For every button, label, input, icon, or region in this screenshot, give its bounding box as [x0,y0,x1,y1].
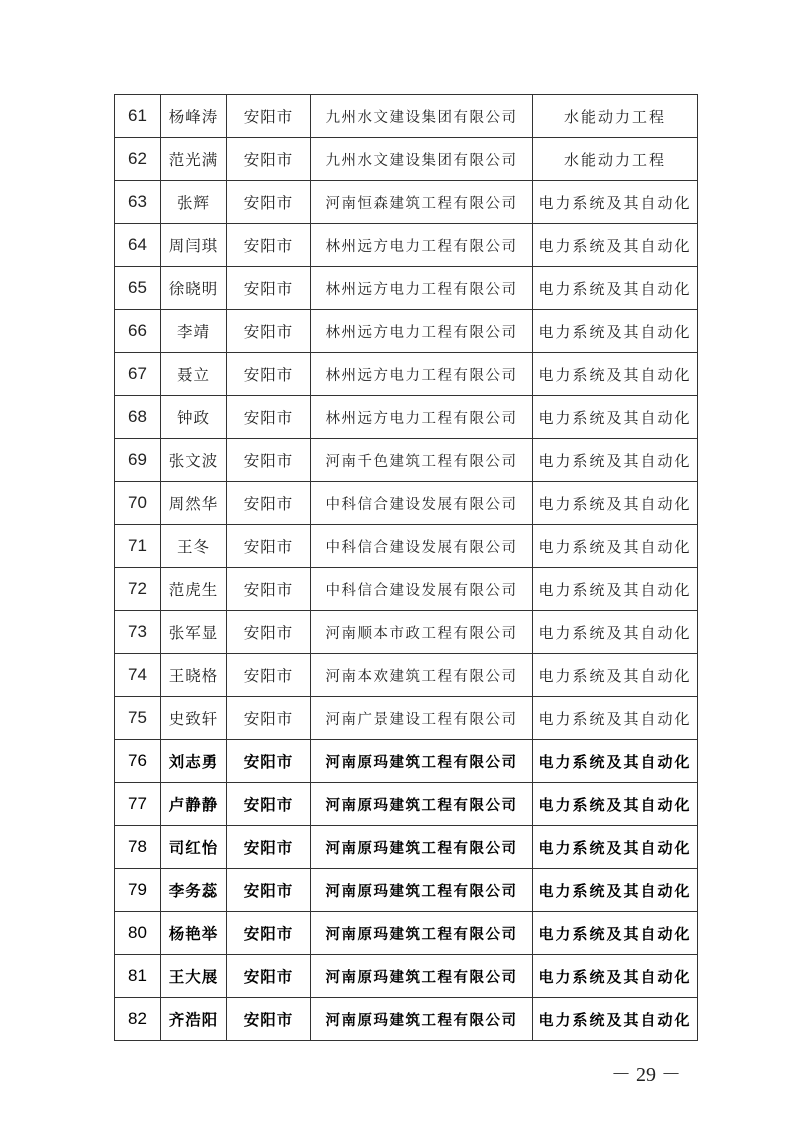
person-name-cell: 周闫琪 [161,224,227,267]
city-cell: 安阳市 [227,224,311,267]
row-number-cell: 74 [115,654,161,697]
person-name-cell: 司红怡 [161,826,227,869]
row-number-cell: 70 [115,482,161,525]
company-cell: 林州远方电力工程有限公司 [311,310,533,353]
row-number-cell: 68 [115,396,161,439]
table-row [115,224,698,267]
city-cell: 安阳市 [227,654,311,697]
major-cell: 电力系统及其自动化 [533,310,698,353]
company-cell: 河南原玛建筑工程有限公司 [311,869,533,912]
company-cell: 河南千色建筑工程有限公司 [311,439,533,482]
row-number-cell: 65 [115,267,161,310]
row-number-cell: 80 [115,912,161,955]
company-cell: 河南广景建设工程有限公司 [311,697,533,740]
company-cell: 中科信合建设发展有限公司 [311,525,533,568]
row-number-cell: 67 [115,353,161,396]
row-number-cell: 61 [115,95,161,138]
major-cell: 电力系统及其自动化 [533,697,698,740]
major-cell: 电力系统及其自动化 [533,396,698,439]
person-name-cell: 范光满 [161,138,227,181]
major-cell: 水能动力工程 [533,138,698,181]
table-row [115,439,698,482]
company-cell: 中科信合建设发展有限公司 [311,482,533,525]
city-cell: 安阳市 [227,955,311,998]
company-cell: 林州远方电力工程有限公司 [311,224,533,267]
company-cell: 林州远方电力工程有限公司 [311,267,533,310]
major-cell: 电力系统及其自动化 [533,826,698,869]
city-cell: 安阳市 [227,396,311,439]
table-row [115,697,698,740]
table-row [115,740,698,783]
row-number-cell: 82 [115,998,161,1041]
row-number-cell: 64 [115,224,161,267]
major-cell: 水能动力工程 [533,95,698,138]
city-cell: 安阳市 [227,267,311,310]
table-row [115,869,698,912]
company-cell: 林州远方电力工程有限公司 [311,396,533,439]
person-name-cell: 卢静静 [161,783,227,826]
table-row [115,611,698,654]
city-cell: 安阳市 [227,95,311,138]
person-name-cell: 周然华 [161,482,227,525]
table-row [115,912,698,955]
table-row [115,783,698,826]
row-number-cell: 73 [115,611,161,654]
table-row [115,482,698,525]
table-row [115,310,698,353]
person-name-cell: 杨艳举 [161,912,227,955]
row-number-cell: 66 [115,310,161,353]
major-cell: 电力系统及其自动化 [533,439,698,482]
major-cell: 电力系统及其自动化 [533,568,698,611]
city-cell: 安阳市 [227,826,311,869]
person-name-cell: 齐浩阳 [161,998,227,1041]
person-name-cell: 张军显 [161,611,227,654]
person-name-cell: 王晓格 [161,654,227,697]
page-number: － 29 － [611,1064,681,1086]
company-cell: 九州水文建设集团有限公司 [311,95,533,138]
major-cell: 电力系统及其自动化 [533,482,698,525]
person-name-cell: 李靖 [161,310,227,353]
company-cell: 河南本欢建筑工程有限公司 [311,654,533,697]
major-cell: 电力系统及其自动化 [533,654,698,697]
row-number-cell: 77 [115,783,161,826]
company-cell: 河南恒森建筑工程有限公司 [311,181,533,224]
major-cell: 电力系统及其自动化 [533,267,698,310]
major-cell: 电力系统及其自动化 [533,181,698,224]
table-row [115,955,698,998]
city-cell: 安阳市 [227,310,311,353]
table-row [115,568,698,611]
table-row [115,138,698,181]
table-row [115,998,698,1041]
person-name-cell: 王冬 [161,525,227,568]
person-name-cell: 张辉 [161,181,227,224]
person-name-cell: 刘志勇 [161,740,227,783]
major-cell: 电力系统及其自动化 [533,611,698,654]
city-cell: 安阳市 [227,439,311,482]
company-cell: 河南原玛建筑工程有限公司 [311,783,533,826]
city-cell: 安阳市 [227,697,311,740]
table-row [115,396,698,439]
company-cell: 林州远方电力工程有限公司 [311,353,533,396]
row-number-cell: 63 [115,181,161,224]
table-row [115,95,698,138]
person-name-cell: 徐晓明 [161,267,227,310]
person-name-cell: 史致轩 [161,697,227,740]
table-row [115,353,698,396]
row-number-cell: 71 [115,525,161,568]
city-cell: 安阳市 [227,783,311,826]
company-cell: 河南原玛建筑工程有限公司 [311,998,533,1041]
roster-body [115,95,698,1041]
major-cell: 电力系统及其自动化 [533,912,698,955]
city-cell: 安阳市 [227,740,311,783]
row-number-cell: 72 [115,568,161,611]
major-cell: 电力系统及其自动化 [533,525,698,568]
row-number-cell: 69 [115,439,161,482]
person-name-cell: 杨峰涛 [161,95,227,138]
city-cell: 安阳市 [227,912,311,955]
company-cell: 中科信合建设发展有限公司 [311,568,533,611]
row-number-cell: 62 [115,138,161,181]
major-cell: 电力系统及其自动化 [533,353,698,396]
row-number-cell: 75 [115,697,161,740]
city-cell: 安阳市 [227,525,311,568]
table-row [115,826,698,869]
city-cell: 安阳市 [227,353,311,396]
person-name-cell: 王大展 [161,955,227,998]
row-number-cell: 79 [115,869,161,912]
table-row [115,654,698,697]
person-name-cell: 范虎生 [161,568,227,611]
row-number-cell: 78 [115,826,161,869]
city-cell: 安阳市 [227,568,311,611]
major-cell: 电力系统及其自动化 [533,783,698,826]
company-cell: 河南原玛建筑工程有限公司 [311,955,533,998]
city-cell: 安阳市 [227,998,311,1041]
company-cell: 河南原玛建筑工程有限公司 [311,740,533,783]
table-row [115,267,698,310]
company-cell: 九州水文建设集团有限公司 [311,138,533,181]
city-cell: 安阳市 [227,181,311,224]
city-cell: 安阳市 [227,869,311,912]
person-name-cell: 张文波 [161,439,227,482]
major-cell: 电力系统及其自动化 [533,869,698,912]
company-cell: 河南顺本市政工程有限公司 [311,611,533,654]
major-cell: 电力系统及其自动化 [533,740,698,783]
row-number-cell: 81 [115,955,161,998]
city-cell: 安阳市 [227,611,311,654]
major-cell: 电力系统及其自动化 [533,955,698,998]
major-cell: 电力系统及其自动化 [533,998,698,1041]
roster-table [114,94,698,1041]
company-cell: 河南原玛建筑工程有限公司 [311,826,533,869]
person-name-cell: 李务蕊 [161,869,227,912]
row-number-cell: 76 [115,740,161,783]
city-cell: 安阳市 [227,482,311,525]
table-row [115,525,698,568]
table-row [115,181,698,224]
person-name-cell: 聂立 [161,353,227,396]
major-cell: 电力系统及其自动化 [533,224,698,267]
company-cell: 河南原玛建筑工程有限公司 [311,912,533,955]
city-cell: 安阳市 [227,138,311,181]
person-name-cell: 钟政 [161,396,227,439]
